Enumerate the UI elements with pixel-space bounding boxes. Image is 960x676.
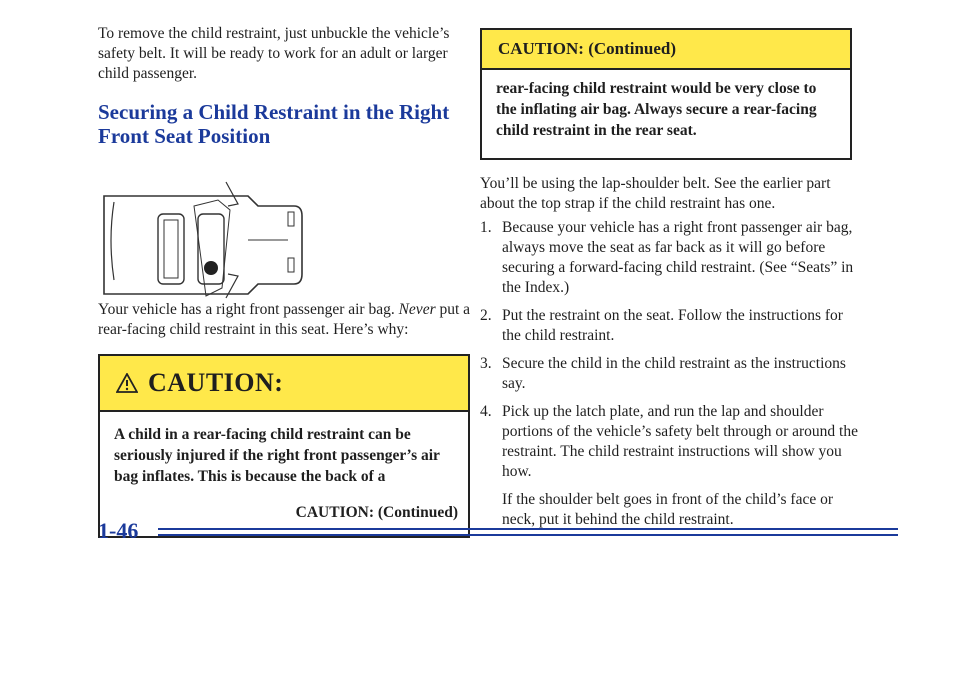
step-number: 1. bbox=[480, 219, 492, 236]
manual-page bbox=[58, 0, 902, 578]
footer-rule bbox=[158, 528, 898, 530]
caution-continued-header: CAUTION: (Continued) bbox=[482, 30, 850, 70]
step-number: 3. bbox=[480, 355, 492, 372]
step-4-followup: If the shoulder belt goes in front of the child’s face or neck, put it behind the child restraint. bbox=[502, 491, 833, 528]
step-text: Because your vehicle has a right front passenger air bag, always move the seat as far back as it will go before securing a forward-facing child restraint. (See “Seats” in the Index.) bbox=[502, 219, 854, 296]
caution-continued-box bbox=[480, 28, 852, 160]
left-column bbox=[98, 24, 478, 521]
footer-rule bbox=[158, 534, 898, 536]
step-number: 4. bbox=[480, 403, 492, 420]
step-text: Pick up the latch plate, and run the lap and shoulder portions of the vehicle’s safety belt through or around the restraint. The child restraint instructions will show you how. bbox=[502, 403, 858, 480]
caution-header bbox=[100, 356, 468, 412]
step-number: 2. bbox=[480, 307, 492, 324]
section-heading: Securing a Child Restraint in the Right Front Seat Position bbox=[98, 100, 450, 148]
air-bag-paragraph bbox=[98, 300, 478, 340]
steps-list bbox=[480, 218, 860, 530]
air-bag-text-after: put a rear-facing child restraint in this seat. Here’s why: bbox=[98, 301, 471, 338]
list-item bbox=[480, 402, 860, 482]
list-item bbox=[480, 306, 860, 346]
step-text: Secure the child in the child restraint as the instructions say. bbox=[502, 355, 846, 392]
page-number: 1-46 bbox=[98, 518, 139, 543]
lap-shoulder-paragraph: You’ll be using the lap-shoulder belt. See the earlier part about the top strap if the child restraint has one. bbox=[480, 175, 831, 212]
caution-continued-text: rear-facing child restraint would be very close to the inflating air bag. Always secure a rear-facing child restraint in the rear seat. bbox=[496, 80, 817, 139]
caution-continued-label: CAUTION: (Continued) bbox=[295, 504, 458, 521]
never-emphasis: Never bbox=[398, 301, 436, 318]
air-bag-text-before: Your vehicle has a right front passenger air bag. bbox=[98, 301, 399, 318]
caution-box bbox=[98, 354, 470, 538]
step-text: Put the restraint on the seat. Follow the instructions for the child restraint. bbox=[502, 307, 843, 344]
caution-text: A child in a rear-facing child restraint can be seriously injured if the right front passenger’s air bag inflates. This is because the back of a bbox=[114, 426, 440, 485]
warning-triangle-icon bbox=[116, 373, 138, 393]
vehicle-seat-illustration bbox=[98, 176, 318, 304]
intro-paragraph: To remove the child restraint, just unbuckle the vehicle’s safety belt. It will be ready to work for an adult or larger child passenger. bbox=[98, 25, 450, 82]
page-footer bbox=[98, 518, 898, 548]
caution-title: CAUTION: bbox=[148, 368, 284, 397]
list-item bbox=[480, 354, 860, 394]
list-item bbox=[480, 218, 860, 298]
